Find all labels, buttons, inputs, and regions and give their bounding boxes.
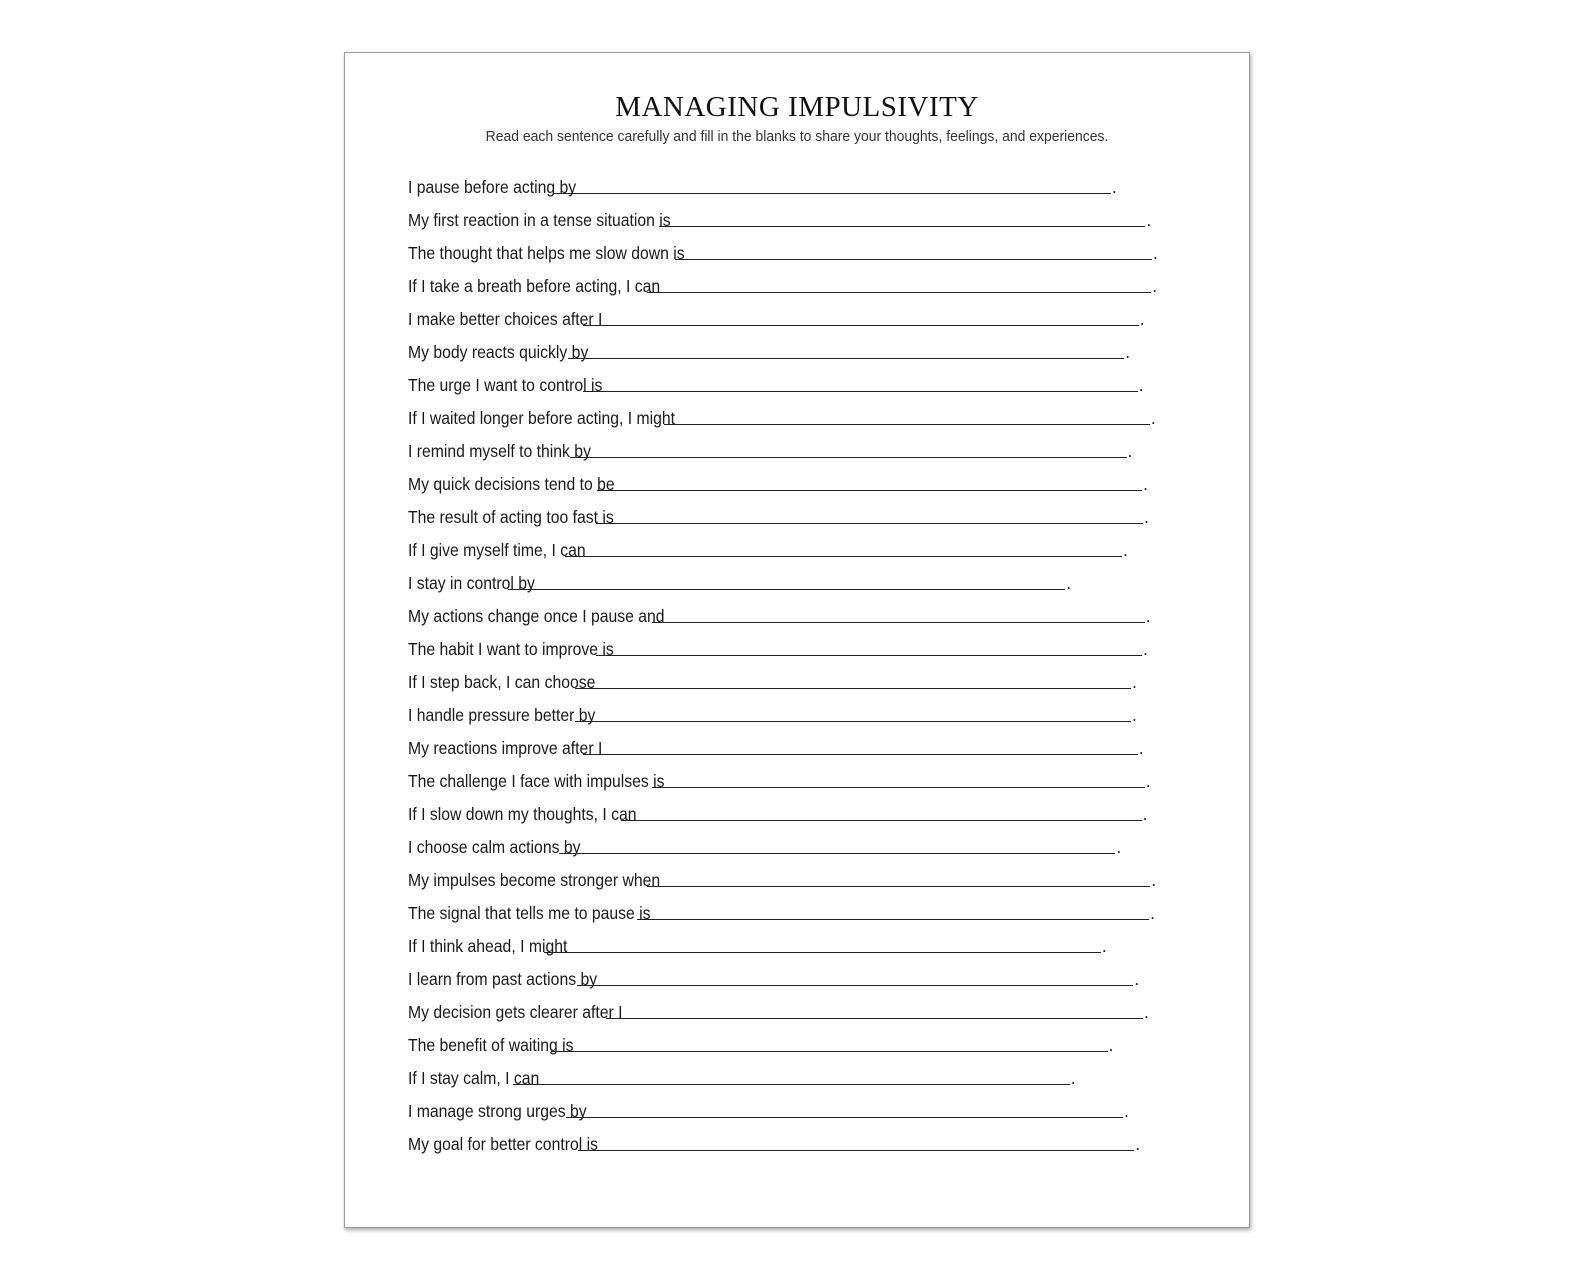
prompt-text: If I take a breath before acting, I can <box>408 276 661 296</box>
answer-blank[interactable] <box>577 985 1133 986</box>
answer-blank[interactable] <box>664 424 1150 425</box>
line-period: . <box>1101 936 1107 956</box>
line-period: . <box>1111 177 1117 197</box>
answer-blank[interactable] <box>652 787 1145 788</box>
prompt-text: I stay in control by <box>408 573 535 593</box>
line-period: . <box>1116 837 1122 857</box>
line-period: . <box>1139 309 1145 329</box>
fill-in-line <box>408 825 1188 858</box>
answer-blank[interactable] <box>575 721 1131 722</box>
prompt-text: The signal that tells me to pause is <box>408 903 651 923</box>
answer-blank[interactable] <box>647 292 1151 293</box>
fill-in-line <box>408 1089 1188 1122</box>
prompt-list <box>408 165 1188 1155</box>
prompt-text: I choose calm actions by <box>408 837 581 857</box>
fill-in-line <box>408 594 1188 627</box>
fill-in-line <box>408 693 1188 726</box>
answer-blank[interactable] <box>578 1150 1134 1151</box>
prompt-text: My actions change once I pause and <box>408 606 665 626</box>
prompt-text: The benefit of waiting is <box>408 1035 574 1055</box>
answer-blank[interactable] <box>508 589 1065 590</box>
line-period: . <box>1151 870 1157 890</box>
prompt-text: I learn from past actions by <box>408 969 598 989</box>
line-period: . <box>1152 243 1158 263</box>
fill-in-line <box>408 891 1188 924</box>
prompt-text: I handle pressure better by <box>408 705 596 725</box>
line-period: . <box>1145 606 1151 626</box>
line-period: . <box>1150 408 1156 428</box>
prompt-text: My decision gets clearer after I <box>408 1002 623 1022</box>
fill-in-line <box>408 627 1188 660</box>
answer-blank[interactable] <box>597 490 1142 491</box>
fill-in-line <box>408 561 1188 594</box>
answer-blank[interactable] <box>513 1084 1070 1085</box>
line-period: . <box>1138 375 1144 395</box>
answer-blank[interactable] <box>596 523 1143 524</box>
prompt-text: If I stay calm, I can <box>408 1068 540 1088</box>
answer-blank[interactable] <box>583 325 1139 326</box>
prompt-text: The result of acting too fast is <box>408 507 614 527</box>
line-period: . <box>1134 969 1140 989</box>
answer-blank[interactable] <box>606 1018 1144 1019</box>
fill-in-line <box>408 462 1188 495</box>
worksheet-title: MANAGING IMPULSIVITY <box>615 91 979 123</box>
line-period: . <box>1070 1068 1076 1088</box>
answer-blank[interactable] <box>559 853 1116 854</box>
prompt-text: The habit I want to improve is <box>408 639 614 659</box>
prompt-text: My impulses become stronger when <box>408 870 661 890</box>
line-period: . <box>1146 210 1152 230</box>
fill-in-line <box>408 858 1188 891</box>
line-period: . <box>1138 738 1144 758</box>
answer-blank[interactable] <box>675 259 1152 260</box>
prompt-text: The challenge I face with impulses is <box>408 771 665 791</box>
answer-blank[interactable] <box>544 952 1101 953</box>
fill-in-line <box>408 495 1188 528</box>
prompt-text: My reactions improve after I <box>408 738 603 758</box>
prompt-text: If I think ahead, I might <box>408 936 568 956</box>
answer-blank[interactable] <box>596 655 1142 656</box>
answer-blank[interactable] <box>566 1117 1123 1118</box>
answer-blank[interactable] <box>583 754 1138 755</box>
answer-blank[interactable] <box>551 1051 1108 1052</box>
fill-in-line <box>408 957 1188 990</box>
prompt-text: If I slow down my thoughts, I can <box>408 804 637 824</box>
prompt-text: My goal for better control is <box>408 1134 598 1154</box>
line-period: . <box>1145 771 1151 791</box>
fill-in-line <box>408 759 1188 792</box>
line-period: . <box>1142 804 1148 824</box>
answer-blank[interactable] <box>570 457 1126 458</box>
prompt-text: My quick decisions tend to be <box>408 474 615 494</box>
line-period: . <box>1132 672 1137 692</box>
fill-in-line <box>408 990 1188 1023</box>
line-period: . <box>1144 507 1149 527</box>
answer-blank[interactable] <box>647 886 1150 887</box>
line-period: . <box>1066 573 1072 593</box>
answer-blank[interactable] <box>637 919 1149 920</box>
line-period: . <box>1144 1002 1149 1022</box>
fill-in-line <box>408 396 1188 429</box>
fill-in-line <box>408 165 1188 198</box>
answer-blank[interactable] <box>554 193 1111 194</box>
answer-blank[interactable] <box>568 358 1125 359</box>
line-period: . <box>1127 441 1133 461</box>
prompt-text: I make better choices after I <box>408 309 603 329</box>
line-period: . <box>1132 705 1137 725</box>
answer-blank[interactable] <box>583 391 1138 392</box>
fill-in-line <box>408 330 1188 363</box>
answer-blank[interactable] <box>565 556 1122 557</box>
line-period: . <box>1143 639 1148 659</box>
fill-in-line <box>408 363 1188 396</box>
fill-in-line <box>408 297 1188 330</box>
line-period: . <box>1108 1035 1114 1055</box>
worksheet-page <box>344 52 1250 1228</box>
prompt-text: The urge I want to control is <box>408 375 603 395</box>
line-period: . <box>1152 276 1158 296</box>
fill-in-line <box>408 1122 1188 1155</box>
fill-in-line <box>408 924 1188 957</box>
fill-in-line <box>408 198 1188 231</box>
fill-in-line <box>408 792 1188 825</box>
prompt-text: My body reacts quickly by <box>408 342 589 362</box>
fill-in-line <box>408 660 1188 693</box>
prompt-text: If I step back, I can choose <box>408 672 596 692</box>
line-period: . <box>1122 540 1128 560</box>
answer-blank[interactable] <box>621 820 1142 821</box>
fill-in-line <box>408 1056 1188 1089</box>
line-period: . <box>1124 1101 1129 1121</box>
fill-in-line <box>408 264 1188 297</box>
prompt-text: If I waited longer before acting, I might <box>408 408 676 428</box>
fill-in-line <box>408 1023 1188 1056</box>
answer-blank[interactable] <box>575 688 1131 689</box>
answer-blank[interactable] <box>652 622 1144 623</box>
prompt-text: I manage strong urges by <box>408 1101 587 1121</box>
prompt-text: The thought that helps me slow down is <box>408 243 685 263</box>
line-period: . <box>1150 903 1156 923</box>
prompt-text: I remind myself to think by <box>408 441 591 461</box>
fill-in-line <box>408 528 1188 561</box>
fill-in-line <box>408 726 1188 759</box>
line-period: . <box>1125 342 1131 362</box>
answer-blank[interactable] <box>659 226 1145 227</box>
prompt-text: My first reaction in a tense situation is <box>408 210 671 230</box>
line-period: . <box>1135 1134 1141 1154</box>
line-period: . <box>1143 474 1149 494</box>
prompt-text: I pause before acting by <box>408 177 577 197</box>
fill-in-line <box>408 429 1188 462</box>
fill-in-line <box>408 231 1188 264</box>
prompt-text: If I give myself time, I can <box>408 540 586 560</box>
worksheet-instructions: Read each sentence carefully and fill in the blanks to share your thoughts, feelings, and experiences. <box>485 128 1109 145</box>
